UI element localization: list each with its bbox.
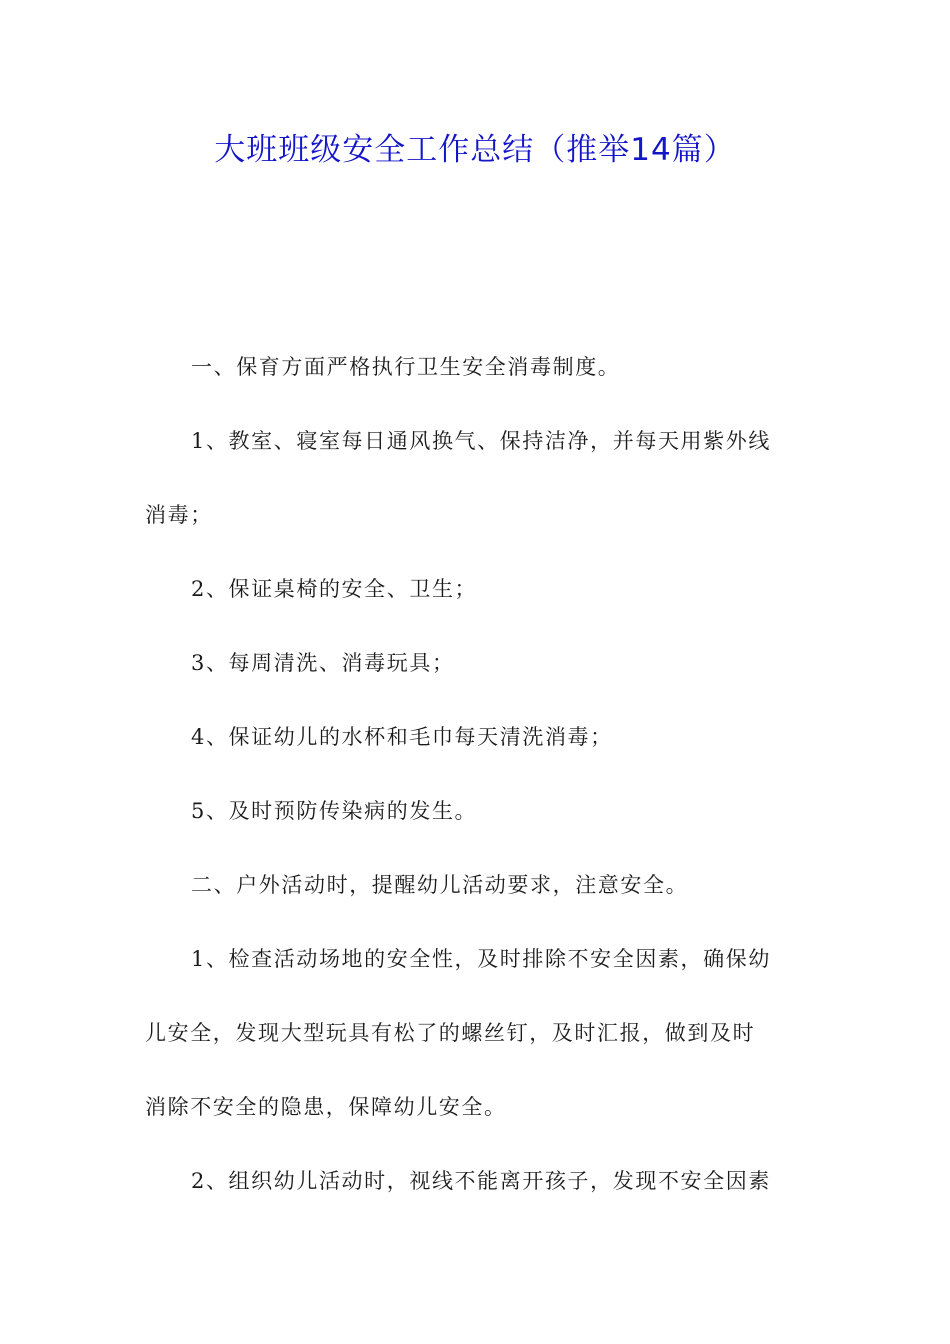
paragraph-line: 1、检查活动场地的安全性，及时排除不安全因素，确保幼 xyxy=(191,947,771,971)
paragraph-line: 4、保证幼儿的水杯和毛巾每天清洗消毒； xyxy=(191,725,613,749)
section-heading-2: 二、户外活动时，提醒幼儿活动要求，注意安全。 xyxy=(191,873,689,897)
paragraph-line: 5、及时预防传染病的发生。 xyxy=(191,799,478,823)
document-body xyxy=(145,330,805,1218)
paragraph-line: 2、保证桌椅的安全、卫生； xyxy=(191,577,478,601)
section-heading-1: 一、保育方面严格执行卫生安全消毒制度。 xyxy=(191,355,621,379)
paragraph-line: 1、教室、寝室每日通风换气、保持洁净，并每天用紫外线 xyxy=(191,429,771,453)
paragraph-line: 儿安全，发现大型玩具有松了的螺丝钉，及时汇报，做到及时 xyxy=(145,1021,756,1045)
paragraph-line: 3、每周清洗、消毒玩具； xyxy=(191,651,455,675)
paragraph-line: 消毒； xyxy=(145,503,213,527)
paragraph-line: 2、组织幼儿活动时，视线不能离开孩子，发现不安全因素 xyxy=(191,1169,771,1193)
document-title: 大班班级安全工作总结（推举14篇） xyxy=(214,132,736,168)
paragraph-line: 消除不安全的隐患，保障幼儿安全。 xyxy=(145,1095,507,1119)
